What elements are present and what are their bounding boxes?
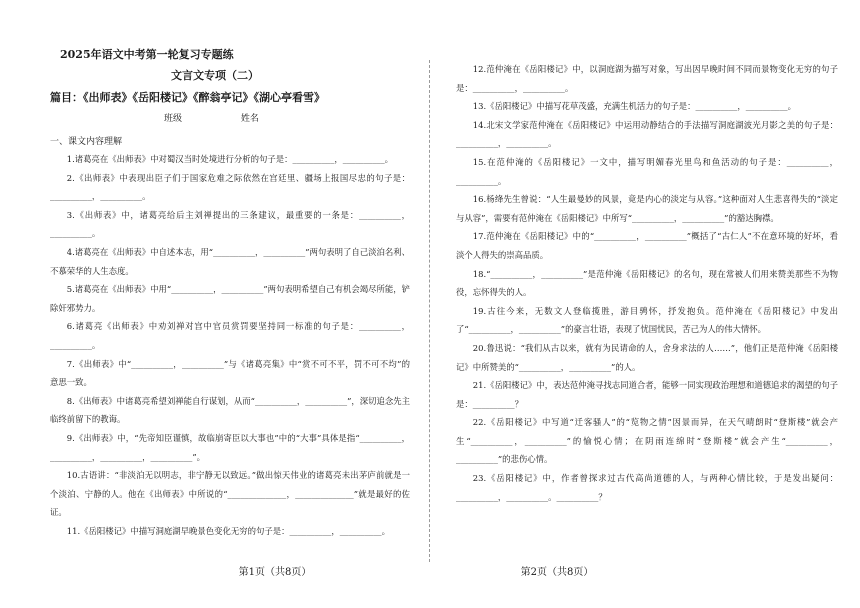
question-10: 10.古语讲：“非淡泊无以明志，非宁静无以致远。”做出惊天伟业的诸葛亮未出茅庐前就是一个淡泊、宁静的人。他在《出师表》中所说的“______________，______________”就是最好的佐证。 (50, 470, 410, 518)
question-5: 5.诸葛亮在《出师表》中用“__________，__________”两句表明希望自己有机会竭尽所能，铲除奸邪势力。 (50, 284, 410, 313)
question-8: 8.《出师表》中诸葛亮希望刘禅能自行谋划，从而“__________，__________”，深切追念先主临终前留下的教诲。 (50, 395, 410, 425)
section-heading: 一、课文内容理解 (50, 137, 123, 147)
question-23: 23.《岳阳楼记》中，作者曾探求过古代高尚道德的人，与两种心情比较，于是发出疑问：__________，__________。__________？ (456, 473, 838, 502)
question-19: 19.古往今来，无数文人登临揽胜，游目骋怀，抒发抱负。范仲淹在《岳阳楼记》中发出了“__________，__________”的豪言壮语，表现了忧国忧民，苦己为人的伟大情怀。 (456, 305, 838, 335)
page-number-left: 第1页（共8页） (238, 567, 312, 578)
question-20: 20.鲁迅说：“我们从古以来，就有为民请命的人，舍身求法的人……”，他们正是范仲淹《岳阳楼记》中所赞美的“__________，__________”的人。 (456, 342, 838, 372)
question-16: 16.杨绛先生曾说：“人生最曼妙的风景，竟是内心的淡定与从容。”这种面对人生悲喜得失的“淡定与从容”，需要有范仲淹在《岳阳楼记》中所写“__________，__________”的豁达胸襟。 (456, 194, 838, 223)
question-14: 14.北宋文学家范仲淹在《岳阳楼记》中运用动静结合的手法描写洞庭湖波光月影之美的句子是：__________，__________。 (456, 119, 838, 149)
question-15: 15.在范仲淹的《岳阳楼记》一文中，描写明媚春光里鸟和鱼活动的句子是：__________，__________。 (456, 156, 838, 186)
question-7: 7.《出师表》中“__________，__________”与《诸葛亮集》中“赏不可不平，罚不可不均”的意思一致。 (50, 358, 410, 388)
question-13: 13.《岳阳楼记》中描写花草茂盛，充满生机活力的句子是：__________，__________。 (472, 101, 796, 112)
class-name-line (164, 111, 410, 124)
document-subtitle: 文言文专项（二） (171, 69, 259, 82)
question-1: 1.诸葛亮在《出师表》中对蜀汉当时处境进行分析的句子是：__________，__________。 (66, 154, 394, 164)
question-17: 17.范仲淹在《岳阳楼记》中的“__________，__________”概括了“古仁人”不在意环境的好坏，看淡个人得失的崇高品质。 (456, 231, 838, 260)
question-2: 2.《出师表》中表现出臣子们于国家危难之际依然在宫廷里、疆场上报国尽忠的句子是：__________，__________。 (50, 172, 410, 202)
question-21: 21.《岳阳楼记》中，表达范仲淹寻找志同道合者，能够一同实现政治理想和道德追求的渴望的句子是：__________？ (456, 380, 838, 409)
question-11: 11.《岳阳楼记》中描写洞庭湖早晚景色变化无穷的句子是：__________，__________。 (66, 525, 390, 536)
question-3: 3.《出师表》中，诸葛亮给后主刘禅提出的三条建议，最重要的一条是：__________，__________。 (50, 209, 410, 239)
question-9: 9.《出师表》中，“先帝知臣谨慎，故临崩寄臣以大事也”中的“大事”具体是指“__________，__________，__________，__________”。 (50, 432, 410, 462)
class-label: 班级 (164, 114, 183, 124)
question-22: 22.《岳阳楼记》中写道“迁客骚人”的“览物之情”因景而异，在天气晴朗时“登斯楼”就会产生“__________，__________”的愉悦心情；在阴雨连绵时“登斯楼”就会产生“__________，__________”的悲伤心情。 (456, 417, 838, 465)
question-6: 6.诸葛亮《出师表》中劝刘禅对宫中官员赏罚要坚持同一标准的句子是：__________，__________。 (50, 321, 410, 350)
question-18: 18.“__________，__________”是范仲淹《岳阳楼记》的名句，现在常被人们用来赞美那些不为物役，忘怀得失的人。 (456, 268, 838, 298)
question-list-left (50, 150, 410, 540)
question-list-right (456, 60, 838, 506)
name-label: 姓名 (240, 114, 259, 124)
page-number-right: 第2页（共8页） (520, 567, 594, 578)
right-page (430, 0, 860, 608)
document-title: 2025年语文中考第一轮复习专题练 (60, 48, 234, 61)
chapter-list: 篇目：《出师表》《岳阳楼记》《醉翁亭记》《湖心亭看雪》 (50, 91, 325, 104)
question-4: 4.诸葛亮在《出师表》中自述本志，用“__________，__________”两句表明了自己淡泊名利、不慕荣华的人生态度。 (50, 246, 410, 276)
question-12: 12.范仲淹在《岳阳楼记》中，以洞庭湖为描写对象，写出因早晚时间不同而景物变化无穷的句子是：__________，__________。 (456, 64, 838, 93)
